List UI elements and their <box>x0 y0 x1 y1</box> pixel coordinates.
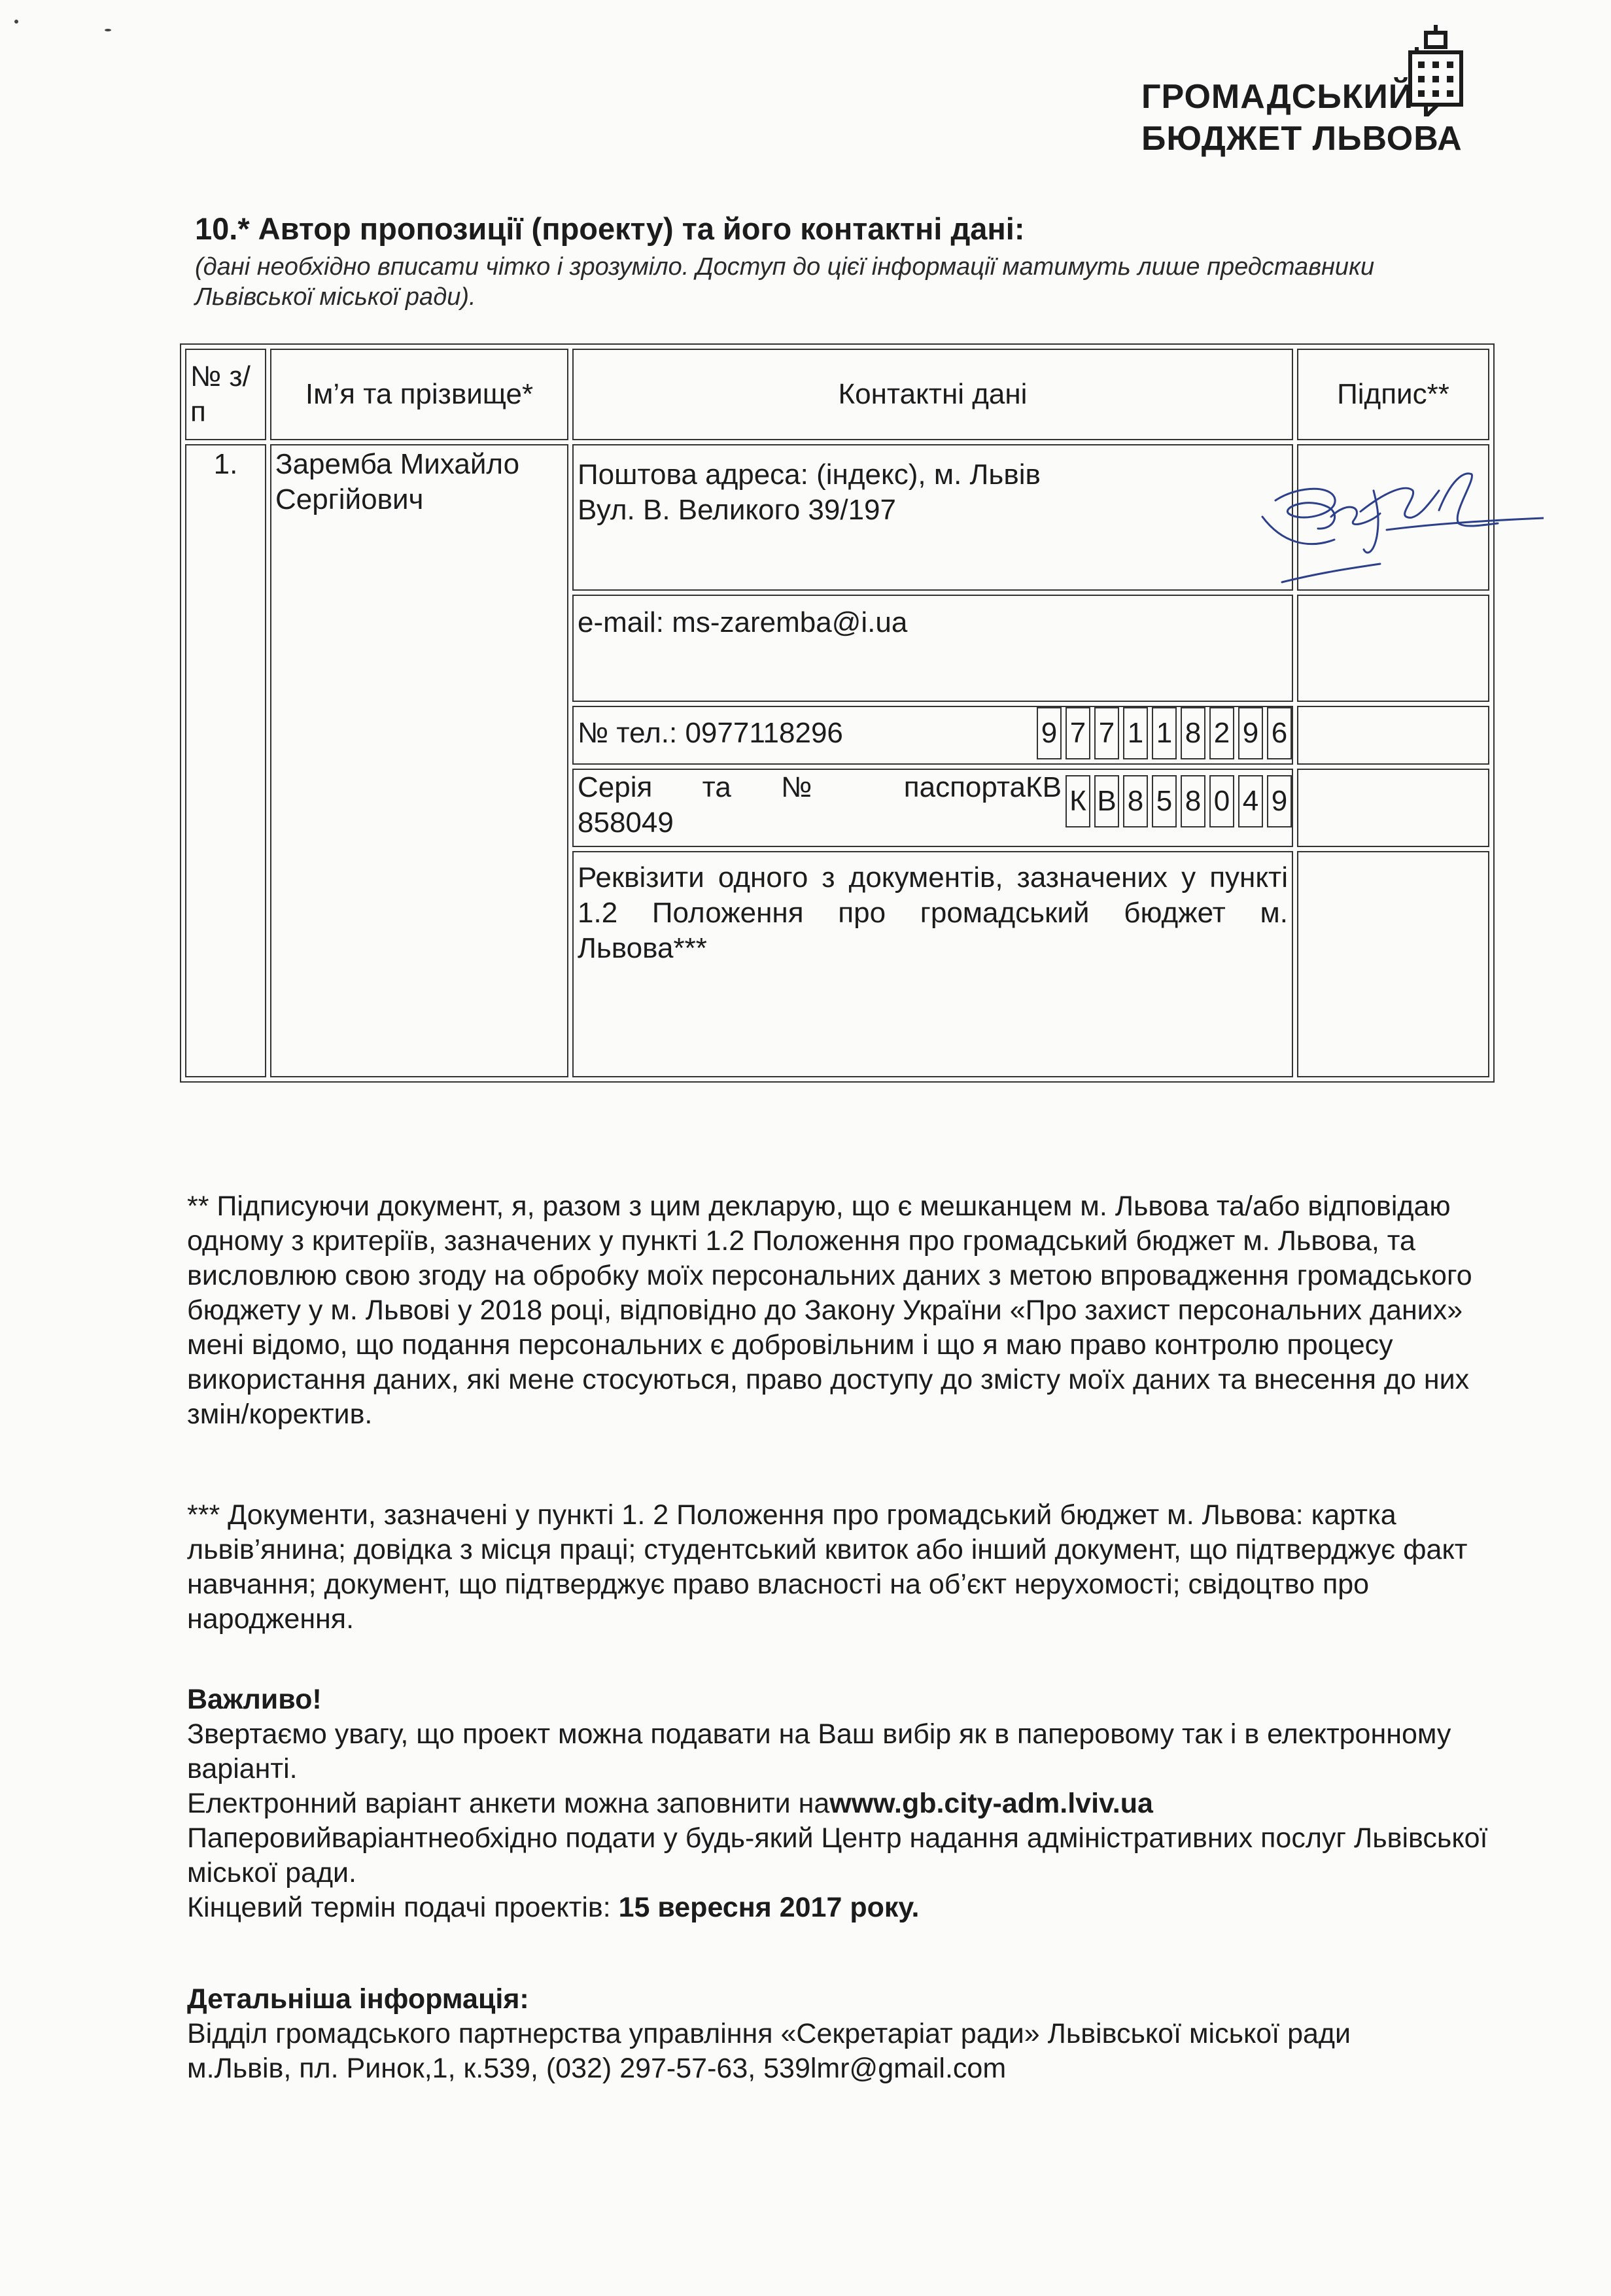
passport-cell <box>572 769 1293 847</box>
important-title: Важливо! <box>187 1684 322 1715</box>
handwritten-signature <box>1256 451 1544 589</box>
row-number: 1. <box>185 444 266 1077</box>
building-icon <box>1406 25 1465 116</box>
phone-digit-boxes <box>1037 707 1292 759</box>
author-name: Заремба Михайло Сергійович <box>270 444 568 1077</box>
important-line3: Паперовийваріантнеобхідно подати у будь-який Центр надання адміністративних послуг Львівської міської ради. <box>187 1822 1488 1888</box>
scan-speck <box>14 20 18 24</box>
section-heading: 10.* Автор пропозиції (проекту) та його контактні дані: <box>195 211 1025 246</box>
logo-line1: ГРОМАДСЬКИЙ <box>1141 78 1414 116</box>
postal-address <box>572 444 1293 591</box>
address-line2: Вул. В. Великого 39/197 <box>578 494 896 526</box>
documents-footnote: *** Документи, зазначені у пункті 1. 2 Положення про громадський бюджет м. Львова: картка львів’янина; довідка з місця праці; студентський квиток або інший документ, що підтверджує факт навчання; документ, що підтверджує право власності на об’єкт нерухомості; свідоцтво про народження. <box>187 1499 1468 1635</box>
website-link[interactable]: www.gb.city-adm.lviv.ua <box>829 1788 1153 1819</box>
passport-digit-box: 5 <box>1152 775 1177 827</box>
phone-digit-box: 1 <box>1123 707 1148 759</box>
passport-line2: 858049 <box>578 807 674 839</box>
phone-digit-box: 7 <box>1065 707 1090 759</box>
phone-text: № тел.: 0977118296 <box>578 717 843 749</box>
passport-line1: Серія та № паспортаКВ <box>578 771 1062 803</box>
passport-digit-box: 9 <box>1267 775 1292 827</box>
logo <box>1141 25 1481 169</box>
signature-cell-empty <box>1297 769 1489 847</box>
logo-line2: БЮДЖЕТ ЛЬВОВА <box>1141 120 1463 158</box>
passport-digit-box: 0 <box>1209 775 1234 827</box>
phone-digit-box: 7 <box>1094 707 1119 759</box>
phone-digit-box: 8 <box>1181 707 1205 759</box>
important-line2 <box>187 1786 1489 1821</box>
details-title: Детальніша інформація: <box>187 1983 529 2015</box>
passport-digit-box: 4 <box>1238 775 1263 827</box>
important-block <box>187 1682 1489 1925</box>
details-block <box>187 1982 1489 2086</box>
header-signature: Підпис** <box>1297 349 1489 440</box>
signature-cell-empty <box>1297 851 1489 1077</box>
phone-digit-box: 2 <box>1209 707 1234 759</box>
important-line2-prefix: Електронний варіант анкети можна заповнити на <box>187 1788 830 1819</box>
passport-digit-box: 8 <box>1181 775 1205 827</box>
deadline-date: 15 вересня 2017 року. <box>618 1892 920 1923</box>
phone-digit-box: 9 <box>1238 707 1263 759</box>
header-num: № з/п <box>185 349 266 440</box>
scan-speck <box>105 29 111 31</box>
passport-digit-box: К <box>1065 775 1090 827</box>
important-line1: Звертаємо увагу, що проект можна подавати на Ваш вибір як в паперовому так і в електронному варіанті. <box>187 1718 1451 1784</box>
requisites-cell: Реквізити одного з документів, зазначених у пункті 1.2 Положення про громадський бюджет м. Львова*** <box>572 851 1293 1077</box>
section-subnote: (дані необхідно вписати чітко і зрозуміло. Доступ до цієї інформації матимуть лише представники Львівської міської ради). <box>195 253 1375 311</box>
passport-digit-box: 8 <box>1123 775 1148 827</box>
email-cell: e-mail: ms-zaremba@i.ua <box>572 595 1293 702</box>
details-line2: м.Львів, пл. Ринок,1, к.539, (032) 297-57-63, 539lmr@gmail.com <box>187 2053 1007 2084</box>
passport-digit-box: В <box>1094 775 1119 827</box>
deadline-prefix: Кінцевий термін подачі проектів: <box>187 1892 619 1923</box>
signature-cell-empty <box>1297 706 1489 765</box>
phone-digit-box: 9 <box>1037 707 1062 759</box>
phone-cell <box>572 706 1293 765</box>
phone-digit-box: 1 <box>1152 707 1177 759</box>
header-contacts: Контактні дані <box>572 349 1293 440</box>
passport-digit-boxes <box>1065 775 1292 827</box>
signature-footnote: ** Підписуючи документ, я, разом з цим декларую, що є мешканцем м. Львова та/або відповідаю одному з критеріїв, зазначених у пункті 1.2 Положення про громадський бюджет м. Львова, та висловлюю свою згоду на обробку моїх персональних даних з метою впровадження громадського бюджету у м. Львові у 2018 році, відповідно до Закону України «Про захист персональних даних» мені відомо, що подання персональних є добровільним і що я маю право контролю процесу використання даних, які мене стосуються, право доступу до змісту моїх даних та внесення до них змін/коректив. <box>187 1191 1472 1430</box>
header-name: Ім’я та прізвище* <box>270 349 568 440</box>
signature-cell-empty <box>1297 595 1489 702</box>
address-line1: Поштова адреса: (індекс), м. Львів <box>578 459 1041 491</box>
details-line1: Відділ громадського партнерства управління «Секретаріат ради» Львівської міської ради <box>187 2018 1351 2049</box>
phone-digit-box: 6 <box>1267 707 1292 759</box>
deadline-line <box>187 1890 1489 1925</box>
